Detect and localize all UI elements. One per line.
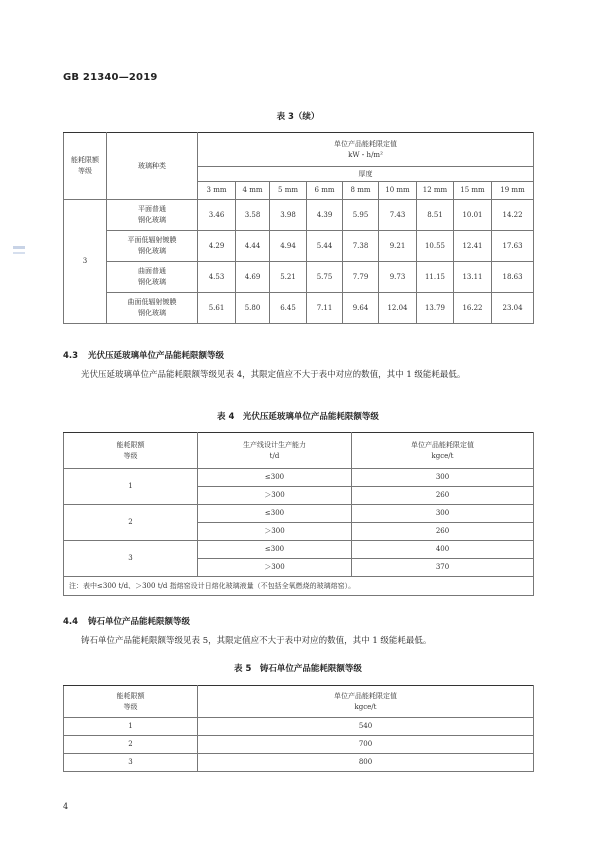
- table4-header-capacity: 生产线设计生产能力 t/d: [198, 433, 352, 469]
- table3-type-cell: 平面普通 钢化玻璃: [107, 200, 198, 231]
- table3-header-thickness: 厚度: [198, 167, 534, 182]
- table5-header-value: 单位产品能耗限定值 kgce/t: [198, 686, 534, 718]
- table3-value-cell: 5.75: [307, 262, 343, 293]
- table3-value-cell: 17.63: [492, 231, 534, 262]
- table3-value-cell: 4.29: [198, 231, 236, 262]
- table3-thickness-cell: 5 mm: [270, 182, 307, 200]
- table-row: [64, 718, 534, 736]
- table4-level-cell: 3: [64, 541, 198, 577]
- section-4-3-paragraph: 光伏压延玻璃单位产品能耗限额等级见表 4，其限定值应不大于表中对应的数值，其中 1 级能耗最低。: [81, 370, 466, 380]
- table-row: [64, 736, 534, 754]
- table3-value-cell: 4.44: [236, 231, 270, 262]
- table3-value-cell: 7.79: [343, 262, 379, 293]
- table5-caption: 表 5 铸石单位产品能耗限额等级: [234, 664, 362, 674]
- table-row: [64, 200, 534, 231]
- section-4-3-heading: [63, 349, 224, 361]
- table3-value-cell: 5.44: [307, 231, 343, 262]
- table4-header-level: 能耗限额 等级: [64, 433, 198, 469]
- table3-thickness-cell: 6 mm: [307, 182, 343, 200]
- section-title: 光伏压延玻璃单位产品能耗限额等级: [87, 351, 224, 361]
- section-title: 铸石单位产品能耗限额等级: [87, 617, 190, 627]
- table4-note: 注：表中≤300 t/d、＞300 t/d 指熔窑设计日熔化玻璃液量（不包括全氧燃烧的玻璃熔窑）。: [64, 577, 534, 596]
- table3-value-cell: 5.21: [270, 262, 307, 293]
- table3-value-cell: 12.41: [454, 231, 492, 262]
- table-3: [63, 132, 534, 324]
- table4-caption: 表 4 光伏压延玻璃单位产品能耗限额等级: [217, 412, 379, 422]
- table-row: [64, 469, 534, 487]
- table3-type-cell: 曲面普通 钢化玻璃: [107, 262, 198, 293]
- table5-header-level: 能耗限额 等级: [64, 686, 198, 718]
- table-row: [64, 231, 534, 262]
- table4-header-value: 单位产品能耗限定值 kgce/t: [352, 433, 534, 469]
- table3-thickness-cell: 15 mm: [454, 182, 492, 200]
- table3-thickness-cell: 12 mm: [417, 182, 454, 200]
- table3-value-cell: 18.63: [492, 262, 534, 293]
- table4-capacity-cell: ≤300: [198, 541, 352, 559]
- table4-value-cell: 300: [352, 505, 534, 523]
- margin-marker-2: [13, 252, 25, 254]
- table-row: [64, 754, 534, 772]
- table3-value-cell: 9.73: [379, 262, 417, 293]
- table3-value-cell: 8.51: [417, 200, 454, 231]
- table4-capacity-cell: ＞300: [198, 487, 352, 505]
- table4-capacity-cell: ≤300: [198, 505, 352, 523]
- table3-value-cell: 12.04: [379, 293, 417, 324]
- table3-value-cell: 5.80: [236, 293, 270, 324]
- table5-value-cell: 540: [198, 718, 534, 736]
- table-4: [63, 432, 534, 596]
- table3-value-cell: 4.53: [198, 262, 236, 293]
- table3-thickness-cell: 8 mm: [343, 182, 379, 200]
- standard-code: GB 21340—2019: [63, 72, 158, 83]
- table4-capacity-cell: ＞300: [198, 523, 352, 541]
- table3-thickness-cell: 3 mm: [198, 182, 236, 200]
- table3-value-cell: 16.22: [454, 293, 492, 324]
- table3-value-cell: 5.61: [198, 293, 236, 324]
- table3-value-cell: 3.46: [198, 200, 236, 231]
- page-number: 4: [63, 802, 69, 811]
- table3-header-type: 玻璃种类: [107, 133, 198, 200]
- table-row: [64, 262, 534, 293]
- table3-value-cell: 7.38: [343, 231, 379, 262]
- table4-level-cell: 2: [64, 505, 198, 541]
- table-row: [64, 293, 534, 324]
- table5-value-cell: 700: [198, 736, 534, 754]
- table3-value-cell: 7.43: [379, 200, 417, 231]
- table3-type-cell: 曲面低辐射镀膜 钢化玻璃: [107, 293, 198, 324]
- table5-value-cell: 800: [198, 754, 534, 772]
- table5-level-cell: 2: [64, 736, 198, 754]
- table-row: [64, 505, 534, 523]
- table4-value-cell: 300: [352, 469, 534, 487]
- table5-level-cell: 3: [64, 754, 198, 772]
- table4-value-cell: 370: [352, 559, 534, 577]
- table-5: [63, 685, 534, 772]
- table4-capacity-cell: ≤300: [198, 469, 352, 487]
- section-4-4-paragraph: 铸石单位产品能耗限额等级见表 5，其限定值应不大于表中对应的数值，其中 1 级能耗最低。: [81, 636, 432, 646]
- section-4-4-heading: [63, 615, 190, 627]
- table3-thickness-cell: 10 mm: [379, 182, 417, 200]
- section-number: 4.4: [63, 617, 79, 627]
- table3-caption: 表 3（续）: [276, 112, 320, 122]
- table3-value-cell: 10.01: [454, 200, 492, 231]
- table3-value-cell: 14.22: [492, 200, 534, 231]
- table3-value-cell: 9.21: [379, 231, 417, 262]
- table3-value-cell: 3.58: [236, 200, 270, 231]
- table3-value-cell: 4.94: [270, 231, 307, 262]
- table-row: [64, 541, 534, 559]
- margin-marker: [13, 246, 25, 249]
- section-number: 4.3: [63, 351, 79, 361]
- table5-level-cell: 1: [64, 718, 198, 736]
- table3-value-cell: 23.04: [492, 293, 534, 324]
- table3-value-cell: 3.98: [270, 200, 307, 231]
- table3-value-cell: 13.79: [417, 293, 454, 324]
- table3-header-level: 能耗限额 等级: [64, 133, 107, 200]
- table4-value-cell: 260: [352, 523, 534, 541]
- table3-value-cell: 5.95: [343, 200, 379, 231]
- table3-value-cell: 11.15: [417, 262, 454, 293]
- table3-level-cell: 3: [64, 200, 107, 324]
- table4-value-cell: 400: [352, 541, 534, 559]
- table3-value-cell: 4.69: [236, 262, 270, 293]
- table3-value-cell: 4.39: [307, 200, 343, 231]
- table3-thickness-cell: 19 mm: [492, 182, 534, 200]
- table4-value-cell: 260: [352, 487, 534, 505]
- table3-header-value: 单位产品能耗限定值 kW・h/m²: [198, 133, 534, 167]
- table3-value-cell: 9.64: [343, 293, 379, 324]
- table3-value-cell: 13.11: [454, 262, 492, 293]
- table3-value-cell: 7.11: [307, 293, 343, 324]
- table4-capacity-cell: ＞300: [198, 559, 352, 577]
- table3-value-cell: 6.45: [270, 293, 307, 324]
- table3-value-cell: 10.55: [417, 231, 454, 262]
- table3-type-cell: 平面低辐射镀膜 钢化玻璃: [107, 231, 198, 262]
- table4-level-cell: 1: [64, 469, 198, 505]
- table3-thickness-cell: 4 mm: [236, 182, 270, 200]
